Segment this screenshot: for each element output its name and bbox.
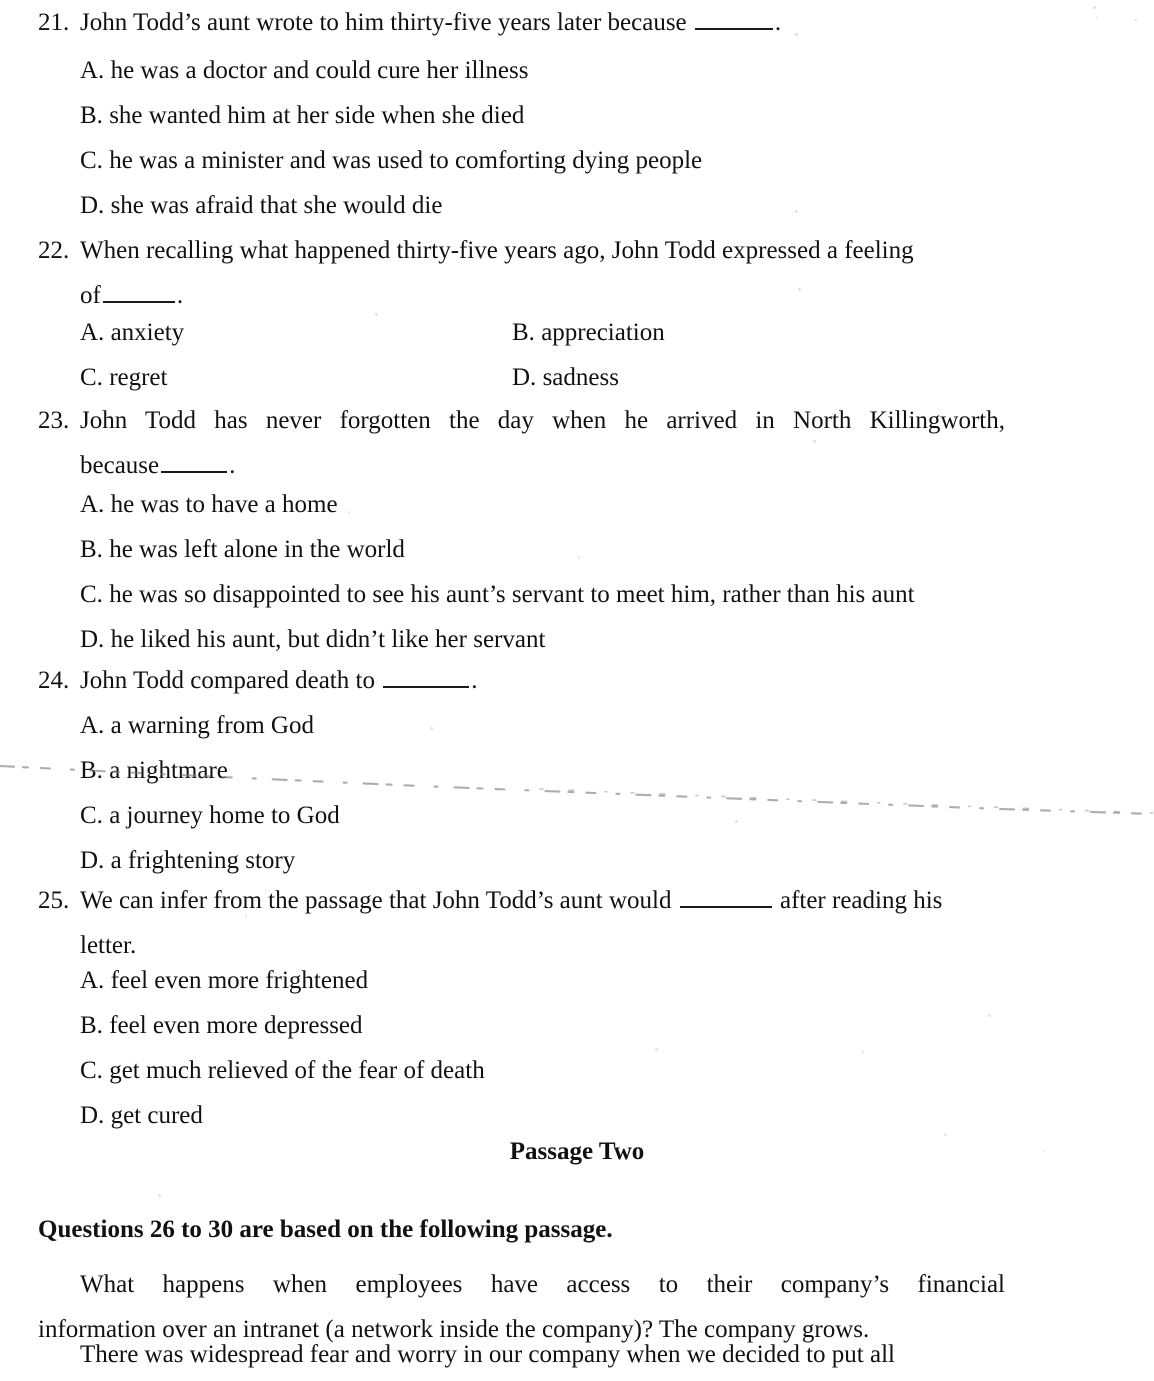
option-label: D.	[512, 364, 537, 391]
option-label: A.	[80, 967, 105, 994]
question-24-number: 24.	[38, 667, 70, 694]
option-label: D.	[80, 1102, 105, 1129]
passage-paragraph-2-line-1: There was widespread fear and worry in our company when we decided to put all	[80, 1341, 895, 1368]
option-text: a nightmare	[109, 757, 228, 784]
question-25-option-c	[80, 1048, 485, 1093]
question-25-stem-prefix: We can infer from the passage that John Todd’s aunt would	[80, 887, 678, 914]
question-24-option-c	[80, 793, 340, 838]
option-text: a frightening story	[110, 847, 296, 874]
question-25-stem-line1	[80, 878, 942, 923]
option-label: D.	[80, 847, 105, 874]
option-text: get cured	[110, 1102, 203, 1129]
question-21-option-b	[80, 93, 524, 138]
question-24-stem	[80, 658, 477, 703]
question-23-option-c	[80, 572, 915, 617]
dust-speck	[578, 556, 580, 559]
option-label: B.	[80, 1012, 103, 1039]
question-25-option-b	[80, 1003, 363, 1048]
question-24-blank	[383, 666, 469, 688]
question-25-blank	[680, 886, 772, 908]
question-22-option-b	[512, 310, 665, 355]
option-label: A.	[80, 491, 105, 518]
question-25-option-d	[80, 1093, 203, 1138]
dust-speck	[655, 1048, 658, 1051]
question-21-stem	[80, 0, 781, 45]
option-text: regret	[109, 364, 168, 391]
passage-paragraph-1-line-1: What happens when employees have access to their company’s financial	[80, 1271, 1005, 1298]
question-21-option-a	[80, 48, 528, 93]
option-label: B.	[80, 536, 103, 563]
dust-speck	[735, 820, 738, 823]
option-label: C.	[80, 581, 103, 608]
question-23-option-d	[80, 617, 545, 662]
dust-speck	[348, 511, 350, 514]
option-label: C.	[80, 147, 103, 174]
option-text: get much relieved of the fear of death	[109, 1057, 485, 1084]
passage-paragraph-2	[38, 1332, 1005, 1377]
option-label: C.	[80, 802, 103, 829]
question-25-stem-line2: letter.	[80, 932, 137, 959]
dust-speck	[795, 33, 798, 36]
question-21-stem-period: .	[774, 9, 782, 36]
question-23-stem-period: .	[229, 452, 236, 479]
question-22-blank	[103, 281, 175, 303]
question-21-option-d	[80, 183, 442, 228]
option-label: D.	[80, 626, 105, 653]
dust-speck	[795, 210, 798, 213]
option-text: he liked his aunt, but didn’t like her servant	[110, 626, 546, 653]
option-text: sadness	[542, 364, 619, 391]
question-23-stem-line1: John Todd has never forgotten the day when he arrived in North Killingworth,	[80, 407, 1005, 434]
option-text: a warning from God	[110, 712, 314, 739]
question-22-stem-line1: When recalling what happened thirty-five years ago, John Todd expressed a feeling	[80, 237, 914, 264]
passage-two-title: Passage Two	[509, 1138, 645, 1165]
option-text: she wanted him at her side when she died	[109, 102, 525, 129]
question-23-stem-prefix: because	[80, 452, 160, 479]
question-24-stem-period: .	[471, 667, 478, 694]
option-text: appreciation	[541, 319, 665, 346]
question-22-option-a	[80, 310, 184, 355]
question-24-option-b	[80, 748, 228, 793]
option-text: she was afraid that she would die	[110, 192, 443, 219]
dust-speck	[375, 313, 378, 316]
option-text: he was a doctor and could cure her illness	[110, 57, 529, 84]
question-22-option-c	[80, 355, 167, 400]
question-21-stem-text: John Todd’s aunt wrote to him thirty-five years later because	[80, 9, 693, 36]
option-text: anxiety	[110, 319, 185, 346]
question-22-option-d	[512, 355, 619, 400]
option-label: C.	[80, 1057, 103, 1084]
question-23-option-a	[80, 482, 338, 527]
question-25-number: 25.	[38, 887, 70, 914]
dust-speck	[158, 1194, 161, 1197]
question-23-blank	[161, 451, 227, 473]
option-text: he was left alone in the world	[109, 536, 405, 563]
questions-range-instruction: Questions 26 to 30 are based on the following passage.	[38, 1216, 613, 1243]
question-22-stem-period: .	[176, 282, 184, 309]
question-24-stem-text: John Todd compared death to	[80, 667, 382, 694]
dust-speck	[1096, 17, 1098, 19]
option-label: A.	[80, 57, 105, 84]
option-label: D.	[80, 192, 105, 219]
dust-speck	[1093, 6, 1096, 9]
option-label: A.	[80, 712, 105, 739]
option-text: feel even more depressed	[109, 1012, 363, 1039]
question-25-option-a	[80, 958, 368, 1003]
question-23-number: 23.	[38, 407, 70, 434]
option-text: he was so disappointed to see his aunt’s servant to meet him, rather than his aunt	[109, 581, 915, 608]
question-24-option-a	[80, 703, 314, 748]
option-label: C.	[80, 364, 103, 391]
question-22-number: 22.	[38, 237, 70, 264]
question-21-number: 21.	[38, 9, 70, 36]
question-23-option-b	[80, 527, 405, 572]
question-25-stem-suffix: after reading his	[773, 887, 943, 914]
question-24-option-d	[80, 838, 295, 883]
option-label: B.	[80, 757, 103, 784]
dust-speck	[430, 727, 433, 730]
dust-speck	[798, 288, 801, 291]
dust-speck	[1134, 19, 1137, 21]
option-label: B.	[512, 319, 535, 346]
option-text: he was a minister and was used to comforting dying people	[109, 147, 703, 174]
option-text: a journey home to God	[109, 802, 340, 829]
passage-paragraph-1-line-2: information over an intranet (a network inside the company)? The company grows.	[38, 1316, 870, 1343]
dust-speck	[988, 1014, 991, 1017]
option-label: B.	[80, 102, 103, 129]
question-22-stem-prefix: of	[80, 282, 101, 309]
option-label: A.	[80, 319, 105, 346]
question-21-blank	[695, 8, 773, 30]
option-text: he was to have a home	[110, 491, 338, 518]
question-21-option-c	[80, 138, 702, 183]
option-text: feel even more frightened	[110, 967, 369, 994]
dust-speck	[862, 1051, 864, 1054]
